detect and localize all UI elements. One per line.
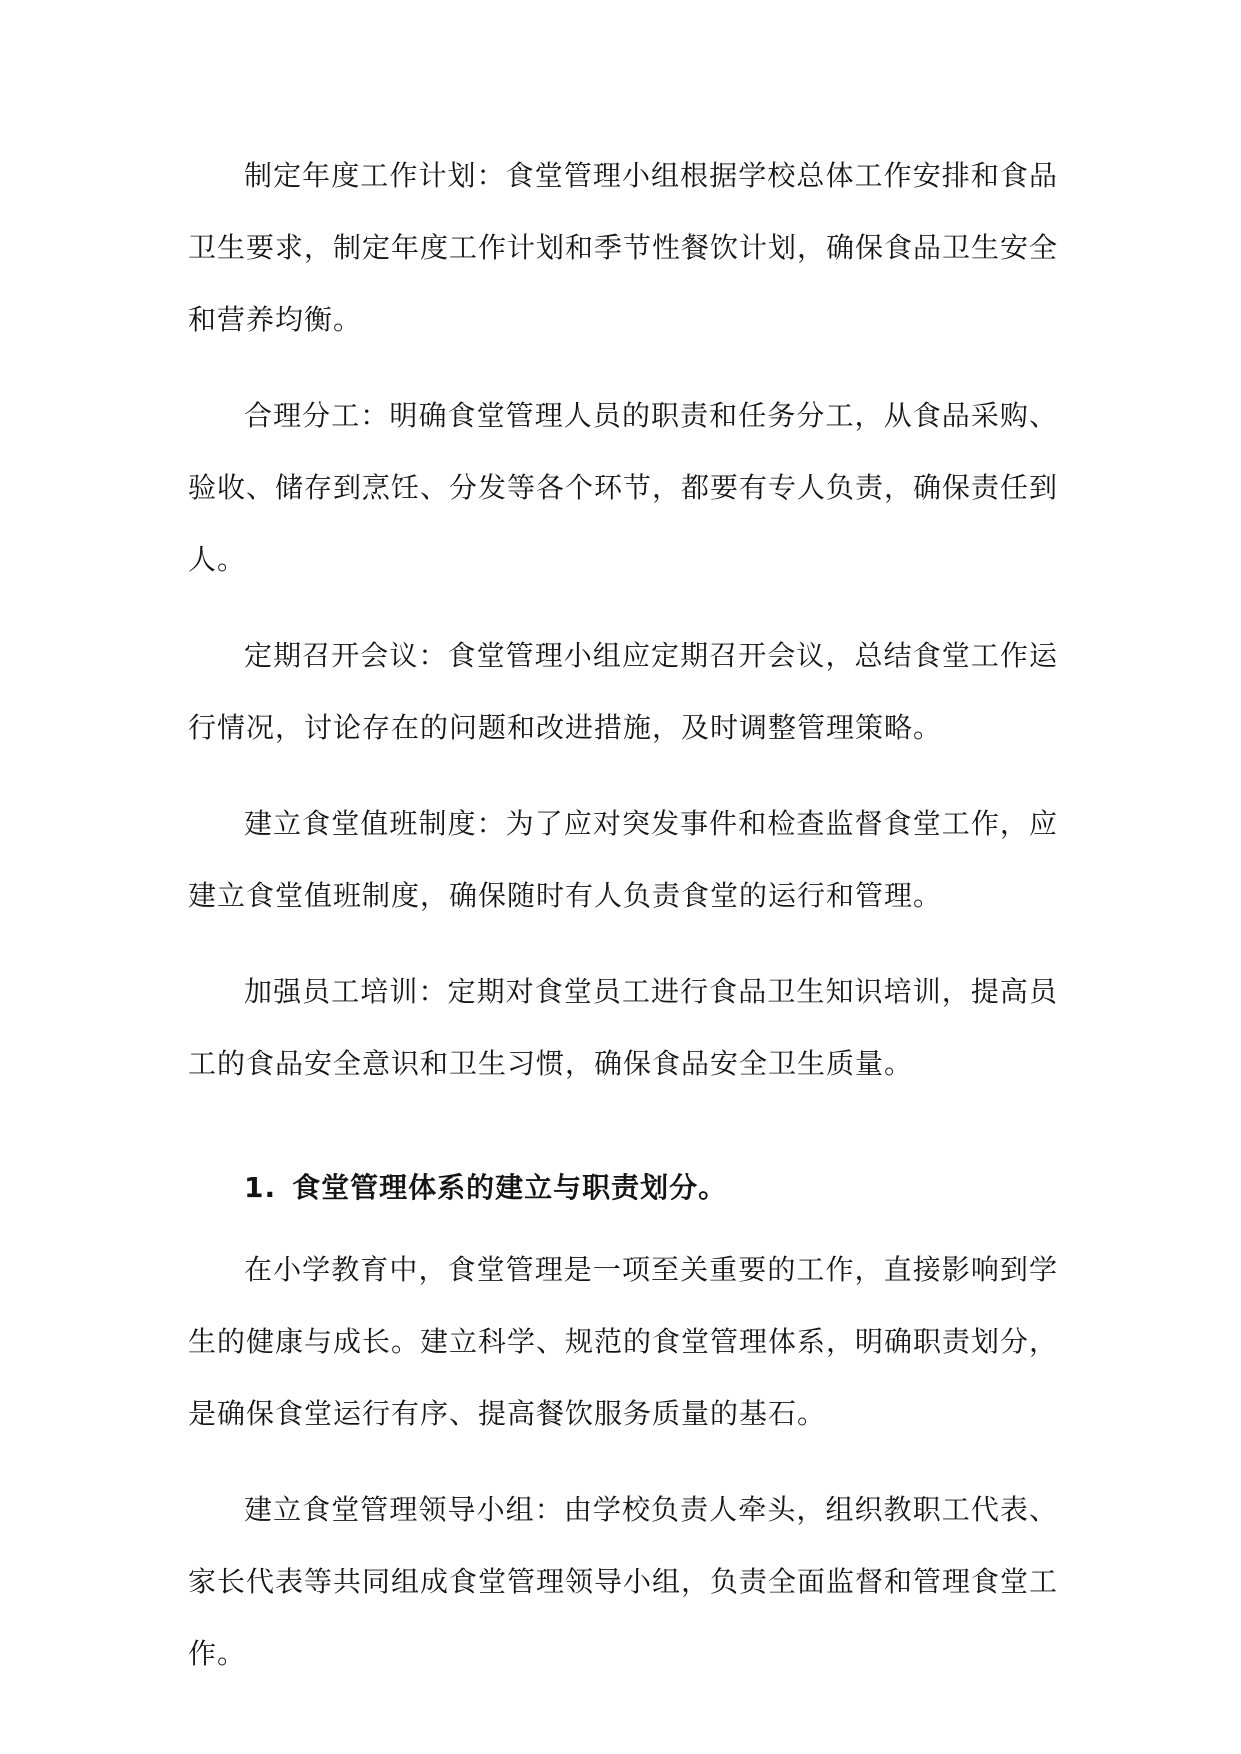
document-body — [188, 140, 1058, 1714]
paragraph-duty-system: 建立食堂值班制度：为了应对突发事件和检查监督食堂工作，应建立食堂值班制度，确保随时有人负责食堂的运行和管理。 — [188, 807, 1058, 912]
paragraph-annual-plan: 制定年度工作计划：食堂管理小组根据学校总体工作安排和食品卫生要求，制定年度工作计划和季节性餐饮计划，确保食品卫生安全和营养均衡。 — [188, 159, 1059, 336]
paragraph-division-of-labor: 合理分工：明确食堂管理人员的职责和任务分工，从食品采购、验收、储存到烹饪、分发等各个环节，都要有专人负责，确保责任到人。 — [188, 399, 1059, 576]
paragraph-leadership-group: 建立食堂管理领导小组：由学校负责人牵头，组织教职工代表、家长代表等共同组成食堂管理领导小组，负责全面监督和管理食堂工作。 — [188, 1493, 1059, 1670]
paragraph-section-intro: 在小学教育中，食堂管理是一项至关重要的工作，直接影响到学生的健康与成长。建立科学、规范的食堂管理体系，明确职责划分，是确保食堂运行有序、提高餐饮服务质量的基石。 — [188, 1253, 1059, 1430]
section-title: 食堂管理体系的建立与职责划分。 — [292, 1171, 728, 1204]
paragraph-staff-training: 加强员工培训：定期对食堂员工进行食品卫生知识培训，提高员工的食品安全意识和卫生习惯，确保食品安全卫生质量。 — [188, 975, 1058, 1080]
paragraph-regular-meetings: 定期召开会议：食堂管理小组应定期召开会议，总结食堂工作运行情况，讨论存在的问题和改进措施，及时调整管理策略。 — [188, 639, 1058, 744]
section-heading — [188, 1152, 1058, 1224]
section-number: 1. — [244, 1171, 277, 1204]
